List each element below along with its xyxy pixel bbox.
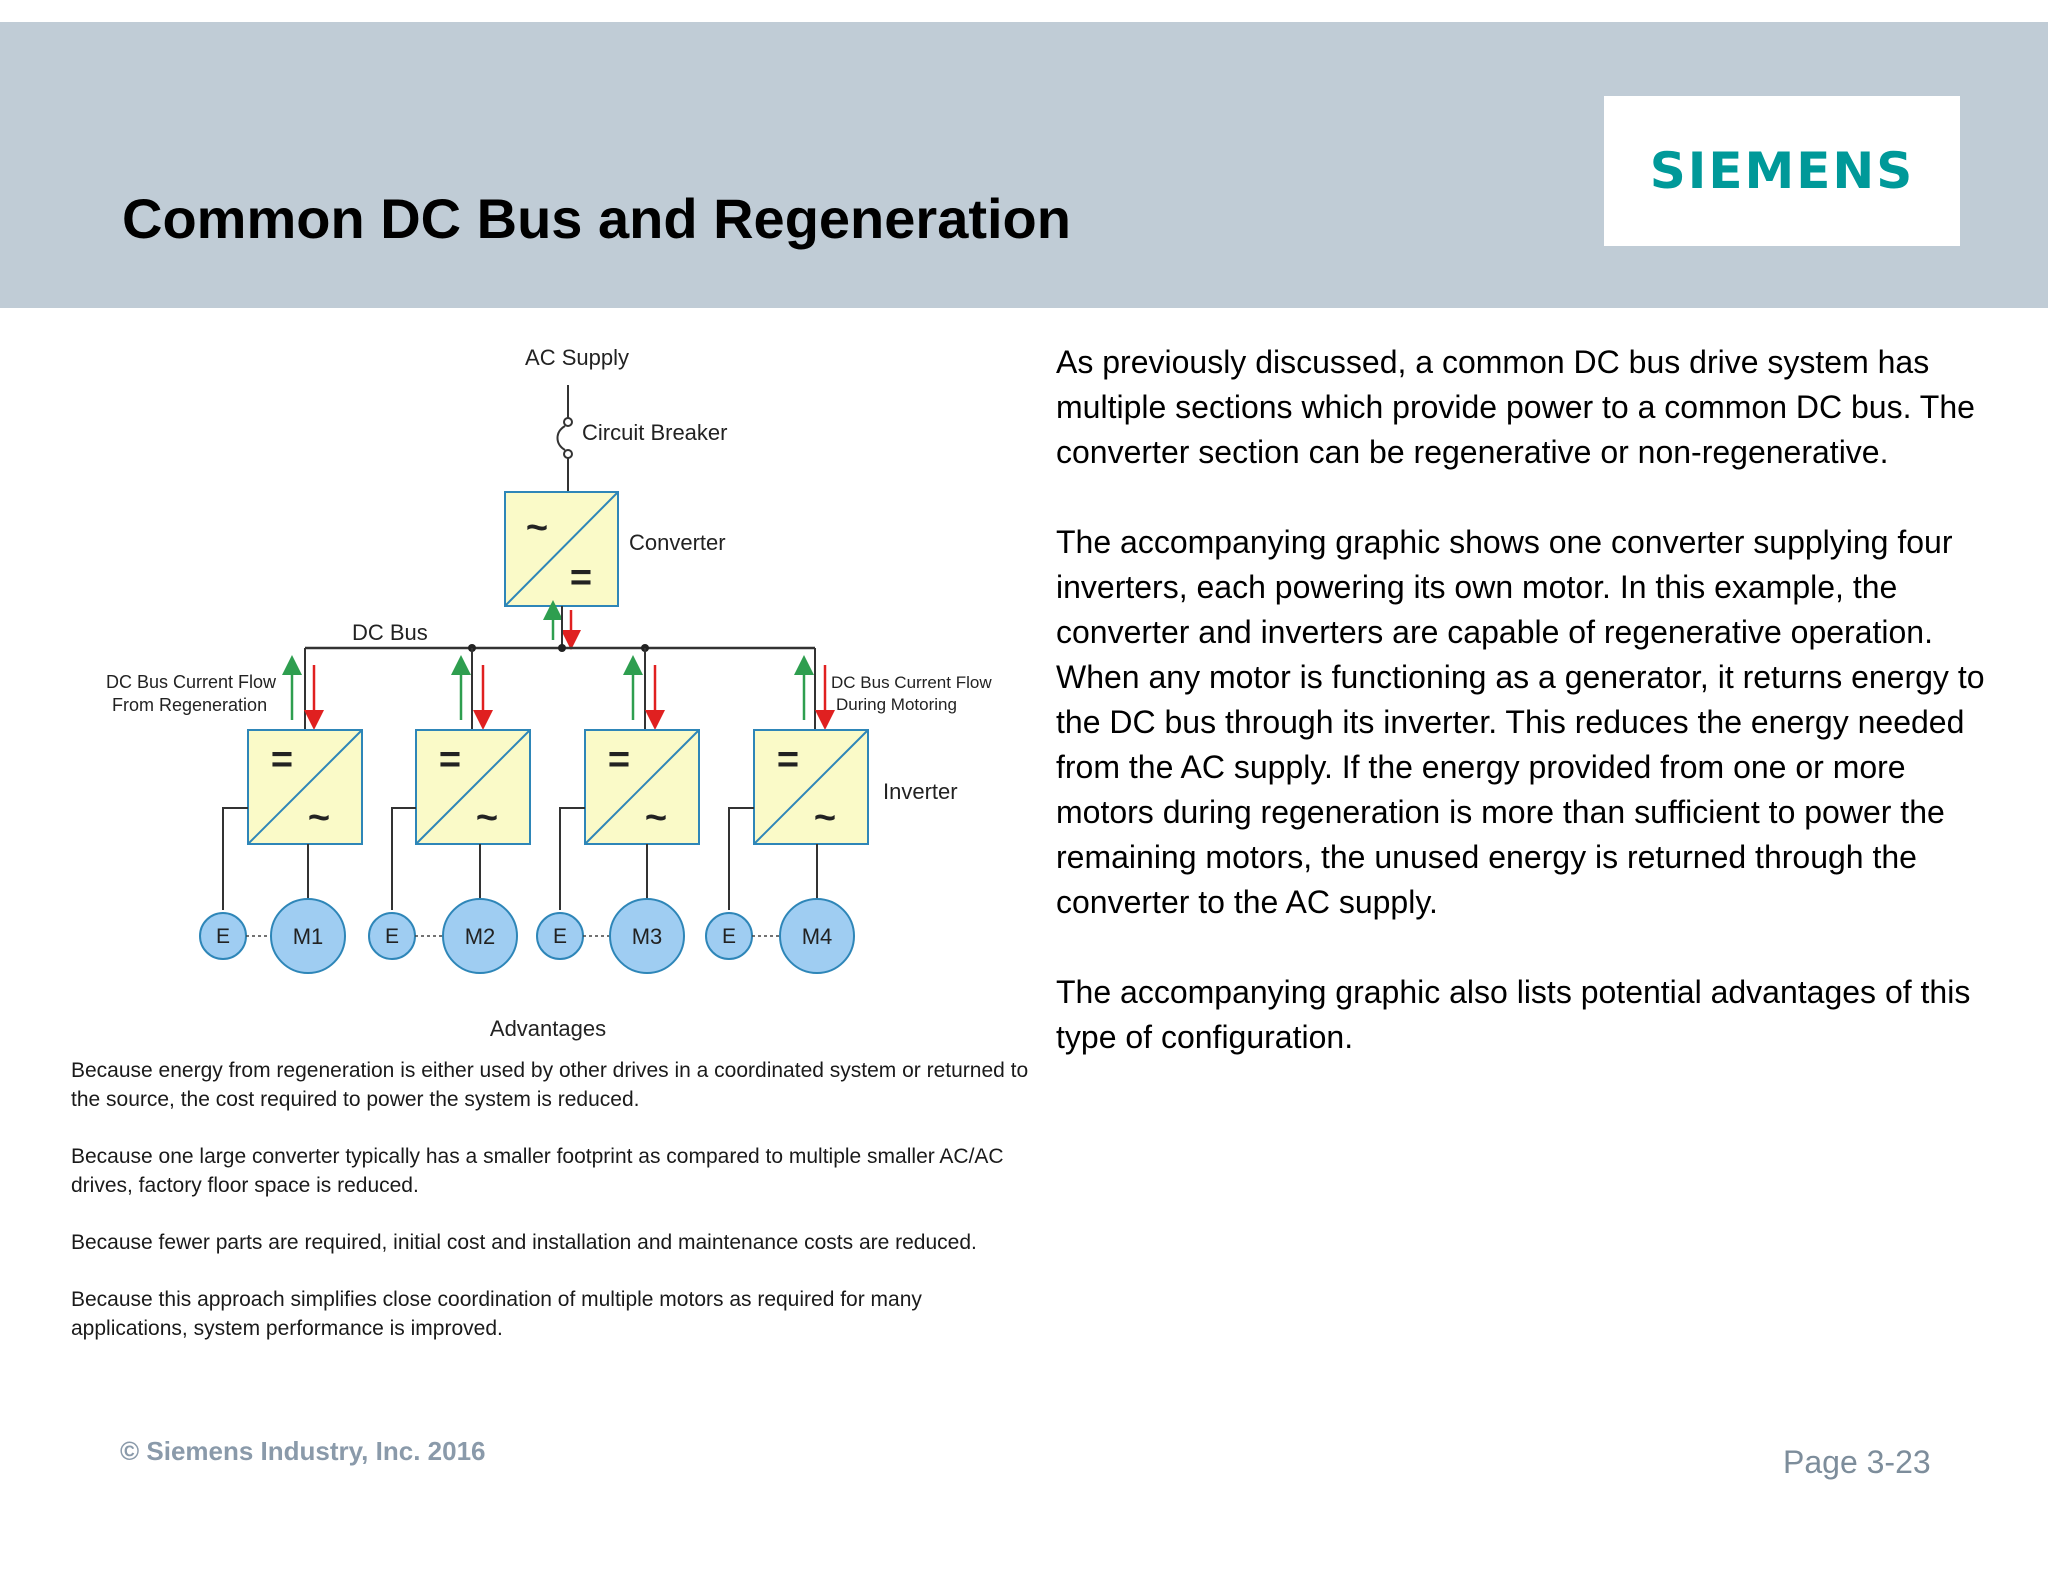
- inverter-unit-3: [537, 648, 699, 973]
- advantage-item: Because this approach simplifies close coordination of multiple motors as required for many applications, system performance is improved.: [71, 1288, 922, 1340]
- encoder-1-label: E: [215, 925, 231, 948]
- regen-flow-label-line1: DC Bus Current Flow: [106, 672, 277, 692]
- logo-text: SIEMENS: [1649, 142, 1915, 200]
- inverter-1-dc-symbol: =: [270, 739, 294, 781]
- advantages-heading: Advantages: [489, 1016, 607, 1041]
- motor-2-label: M2: [464, 924, 496, 949]
- advantage-item: Because fewer parts are required, initial cost and installation and maintenance costs are reduced.: [71, 1231, 977, 1254]
- breaker-switch: [558, 426, 566, 450]
- encoder-4-label: E: [721, 925, 737, 948]
- page-number: Page 3-23: [1783, 1444, 1931, 1480]
- breaker-contact-top: [564, 418, 572, 426]
- circuit-breaker-label: Circuit Breaker: [582, 420, 728, 445]
- description-paragraph: The accompanying graphic also lists potential advantages of this type of configuration.: [1056, 974, 1971, 1055]
- converter-ac-symbol: ~: [525, 507, 549, 549]
- bus-junction-2: [558, 644, 566, 652]
- motoring-flow-label-line2: During Motoring: [836, 695, 957, 714]
- description-paragraph: The accompanying graphic shows one converter supplying four inverters, each powering its own motor. In this example, the converter and inverters are capable of regenerative operation. When any motor is functioning as a generator, it returns energy to the DC bus through its inverter. This reduces the energy needed from the AC supply. If the energy provided from one or more motors during regeneration is more than sufficient to power the remaining motors, the unused energy is returned through the converter to the AC supply.: [1056, 524, 1985, 920]
- footer-copyright: © Siemens Industry, Inc. 2016: [120, 1436, 486, 1466]
- advantages-list: [71, 1056, 1031, 1371]
- motor-3-label: M3: [631, 924, 663, 949]
- dc-bus-diagram: [95, 340, 1030, 1050]
- siemens-logo: [1604, 96, 1960, 246]
- inverter-3-dc-symbol: =: [607, 739, 631, 781]
- inverter-3-ac-symbol: ~: [644, 797, 668, 839]
- encoder-3-label: E: [552, 925, 568, 948]
- motor-1-label: M1: [292, 924, 324, 949]
- inverter-2-dc-symbol: =: [438, 739, 462, 781]
- inverter-4-dc-symbol: =: [776, 739, 800, 781]
- description-text: [1056, 340, 1986, 1105]
- inverter-4-ac-symbol: ~: [813, 797, 837, 839]
- dc-bus-label: DC Bus: [352, 620, 428, 645]
- motor-4-label: M4: [801, 924, 833, 949]
- ac-supply-label: AC Supply: [525, 345, 629, 370]
- converter-block: [505, 492, 618, 606]
- encoder-2-label: E: [384, 925, 400, 948]
- slide-title: Common DC Bus and Regeneration: [122, 187, 1071, 250]
- inverter-1-ac-symbol: ~: [307, 797, 331, 839]
- description-paragraph: As previously discussed, a common DC bus drive system has multiple sections which provide power to a common DC bus. The converter section can be regenerative or non-regenerative.: [1056, 344, 1975, 470]
- inverter-label: Inverter: [883, 779, 958, 804]
- advantage-item: Because energy from regeneration is either used by other drives in a coordinated system or returned to the source, the cost required to power the system is reduced.: [71, 1059, 1029, 1111]
- advantage-item: Because one large converter typically has a smaller footprint as compared to multiple smaller AC/AC drives, factory floor space is reduced.: [71, 1145, 1004, 1197]
- breaker-contact-bottom: [564, 450, 572, 458]
- converter-label: Converter: [629, 530, 726, 555]
- motoring-flow-label-line1: DC Bus Current Flow: [831, 673, 992, 692]
- converter-dc-symbol: =: [569, 557, 593, 599]
- inverter-2-ac-symbol: ~: [475, 797, 499, 839]
- regen-flow-label-line2: From Regeneration: [112, 695, 268, 715]
- inverter-unit-2: [369, 648, 530, 973]
